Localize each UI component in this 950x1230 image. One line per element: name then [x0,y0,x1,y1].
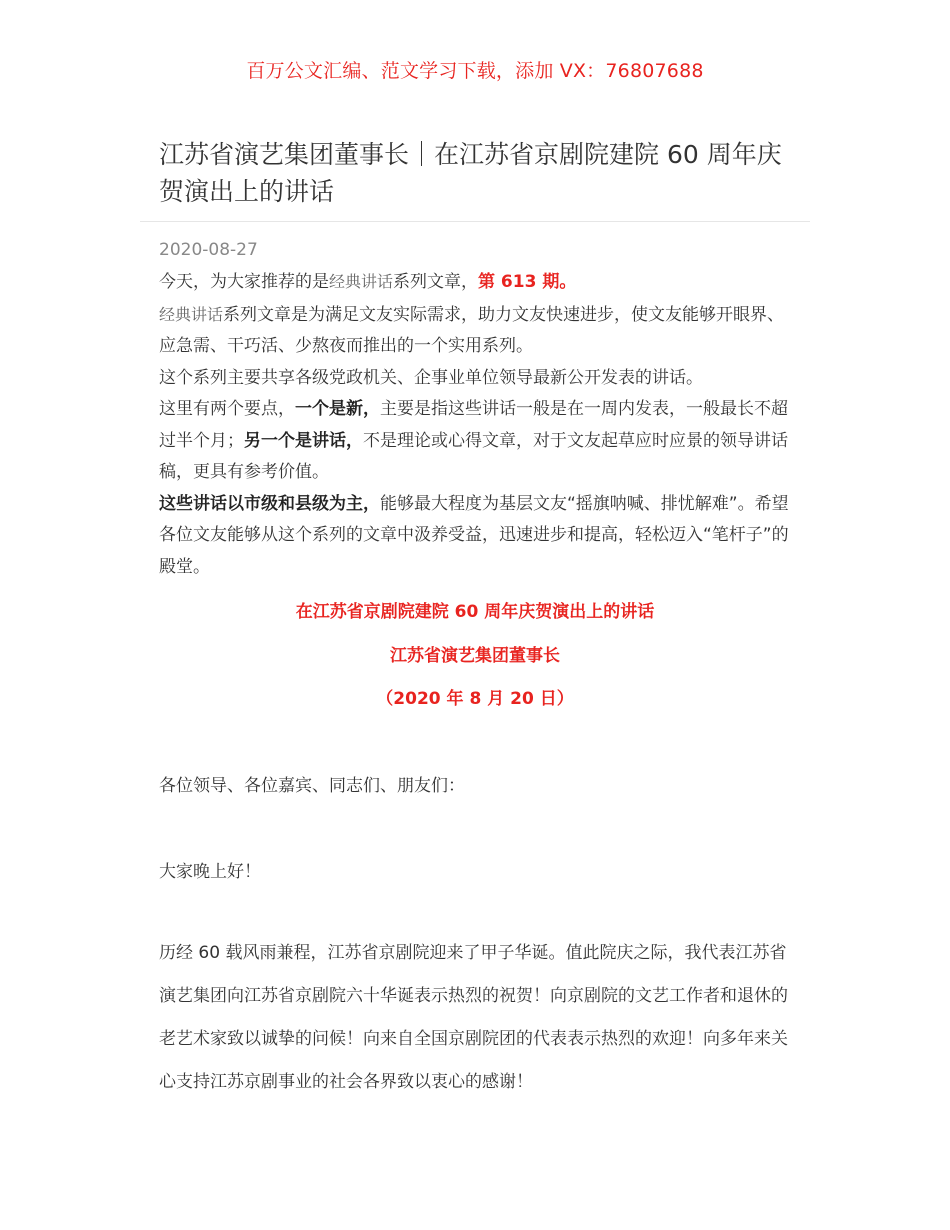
intro-paragraph-3: 这个系列主要共享各级党政机关、企事业单位领导最新公开发表的讲话。 [159,367,703,388]
speech-heading: 在江苏省京剧院建院 60 周年庆贺演出上的讲话 [295,602,655,622]
emphasis-text: 另一个是讲话， [244,430,363,451]
speech-date: （2020 年 8 月 20 日） [376,689,574,709]
intro-text: 系列文章是为满足文友实际需求，助力文友快速进步，使文友能够开眼界、应急需、干巧活、少熬夜而推出的一个实用系列。 [159,304,785,356]
series-name: 经典讲话 [329,272,394,291]
series-intro [159,266,799,583]
intro-paragraph-4 [159,394,799,489]
speech-greeting: 大家晚上好！ [159,862,261,882]
emphasis-text: 一个是新， [295,399,380,419]
speech-paragraph: 历经 60 载风雨兼程，江苏省京剧院迎来了甲子华诞。值此院庆之际，我代表江苏省演艺集团向江苏省京剧院六十华诞表示热烈的祝贺！向京剧院的文艺工作者和退休的老艺术家致以诚挚的问候！向来自全国京剧院团的代表表示热烈的欢迎！向多年来关心支持江苏京剧事业的社会各界致以衷心的感谢！ [159,943,788,1092]
series-name: 经典讲话 [159,304,224,324]
speech-speaker: 江苏省演艺集团董事长 [390,646,560,666]
intro-paragraph-2 [159,299,799,363]
issue-number: 第 613 期。 [478,272,577,292]
intro-text: 能够最大程度为基层文友“摇旗呐喊、排忧解难”。希望各位文友能够从这个系列的文章中汲养受益，迅速进步和提高，轻松迈入“笔杆子”的殿堂。 [159,493,789,577]
title-divider [140,221,810,222]
intro-text: 这里有两个要点， [159,399,295,419]
promo-banner: 百万公文汇编、范文学习下载，添加 VX：76807688 [246,60,704,82]
intro-text: 系列文章， [393,272,479,292]
intro-text: 主要是指这些讲话一般是在一周内发表，一般最长不超过半个月； [159,399,788,451]
intro-text: 不是理论或心得文章，对于文友起草应时应景的领导讲话稿，更具有参考价值。 [159,430,788,482]
speech-salutation: 各位领导、各位嘉宾、同志们、朋友们： [159,776,465,796]
article-title: 江苏省演艺集团董事长｜在江苏省京剧院建院 60 周年庆贺演出上的讲话 [159,140,782,206]
intro-text: 今天，为大家推荐的是 [159,272,329,292]
intro-paragraph-5 [159,489,799,584]
emphasis-text: 这些讲话以市级和县级为主， [159,493,380,514]
intro-paragraph-1 [159,266,799,299]
publish-date: 2020-08-27 [159,240,258,260]
